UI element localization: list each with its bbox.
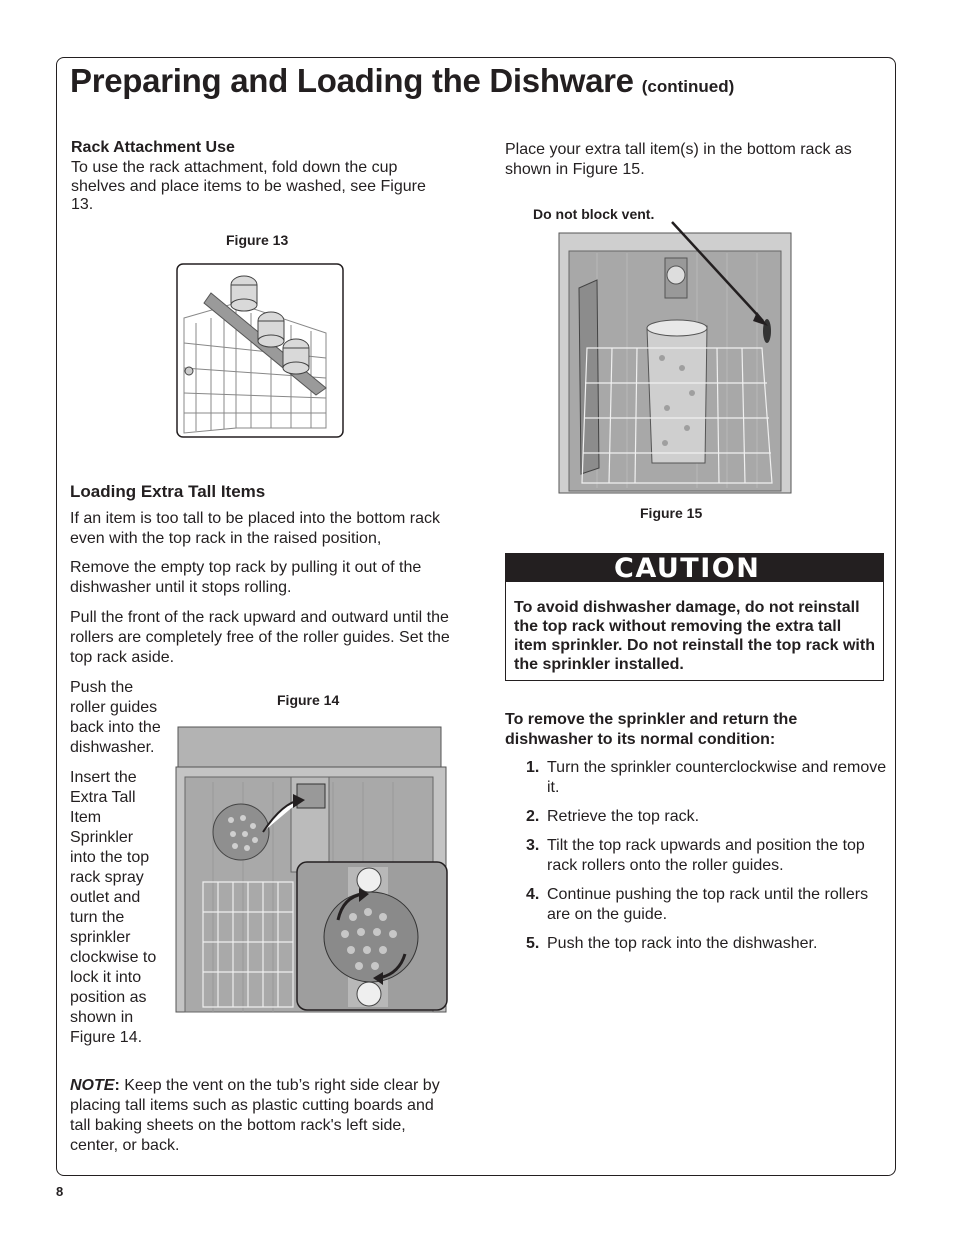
loading-tall-items-heading: Loading Extra Tall Items <box>70 482 266 501</box>
caution-title: CAUTION <box>614 552 761 584</box>
step-number: 4. <box>526 886 540 903</box>
step-item <box>526 934 891 954</box>
paragraph-pull-front-rack: Pull the front of the rack upward and outward until the rollers are completely free of the roller guides. Set the top rack aside. <box>70 609 450 666</box>
caution-text: To avoid dishwasher damage, do not reinstall the top rack without removing the extra tall item sprinkler. Do not reinstall the top rack with the sprinkler installed. <box>514 599 875 673</box>
note-paragraph <box>70 1076 455 1156</box>
note-label: NOTE <box>70 1077 115 1094</box>
rack-attachment-text: To use the rack attachment, fold down the cup shelves and place items to be washed, see Figure 13. <box>71 159 426 213</box>
step-number: 1. <box>526 759 540 776</box>
caution-box <box>505 553 884 681</box>
remove-sprinkler-heading: To remove the sprinkler and return the dishwasher to its normal condition: <box>505 711 798 748</box>
extra-tall-intro-text: Place your extra tall item(s) in the bottom rack as shown in Figure 15. <box>505 141 852 178</box>
rack-attachment-heading: Rack Attachment Use <box>71 139 235 156</box>
caution-header-bar <box>506 554 883 582</box>
title-main: Preparing and Loading the Dishware <box>70 62 634 99</box>
note-text: Keep the vent on the tub’s right side clear by placing tall items such as plastic cutting boards and tall baking sheets on the bottom rack's left side, center, or back. <box>70 1077 440 1154</box>
figure-15-tall-items-illustration <box>557 218 797 496</box>
step-number: 3. <box>526 837 540 854</box>
step-item <box>526 836 891 876</box>
step-item <box>526 807 891 827</box>
figure-14-sprinkler-illustration <box>173 722 449 1022</box>
vent-callout-label: Do not block vent. <box>533 206 655 222</box>
paragraph-insert-sprinkler: Insert the Extra Tall Item Sprinkler into the top rack spray outlet and turn the sprinkler clockwise to lock it into position as shown in Figure 14. <box>70 769 157 1046</box>
step-item <box>526 885 891 925</box>
figure-13-rack-attachment-illustration <box>176 263 344 438</box>
remove-sprinkler-steps <box>526 758 891 963</box>
paragraph-push-roller-guides: Push the roller guides back into the dishwasher. <box>70 679 161 756</box>
figure-15-label: Figure 15 <box>640 505 703 521</box>
note-colon: : <box>114 1077 120 1094</box>
title-continued: (continued) <box>641 77 735 96</box>
paragraph-remove-top-rack: Remove the empty top rack by pulling it out of the dishwasher until it stops rolling. <box>70 559 422 596</box>
step-item <box>526 758 891 798</box>
page-title <box>70 62 734 100</box>
paragraph-too-tall: If an item is too tall to be placed into the bottom rack even with the top rack in the raised position, <box>70 510 440 547</box>
step-text: Retrieve the top rack. <box>547 808 700 825</box>
step-text: Tilt the top rack upwards and position the top rack rollers onto the roller guides. <box>547 837 865 874</box>
step-number: 2. <box>526 808 540 825</box>
figure-14-label: Figure 14 <box>277 692 340 708</box>
figure-13-label: Figure 13 <box>226 232 289 248</box>
step-text: Push the top rack into the dishwasher. <box>547 935 818 952</box>
step-text: Turn the sprinkler counterclockwise and remove it. <box>547 759 887 796</box>
step-number: 5. <box>526 935 540 952</box>
step-text: Continue pushing the top rack until the rollers are on the guide. <box>547 886 869 923</box>
page-number: 8 <box>56 1184 64 1199</box>
